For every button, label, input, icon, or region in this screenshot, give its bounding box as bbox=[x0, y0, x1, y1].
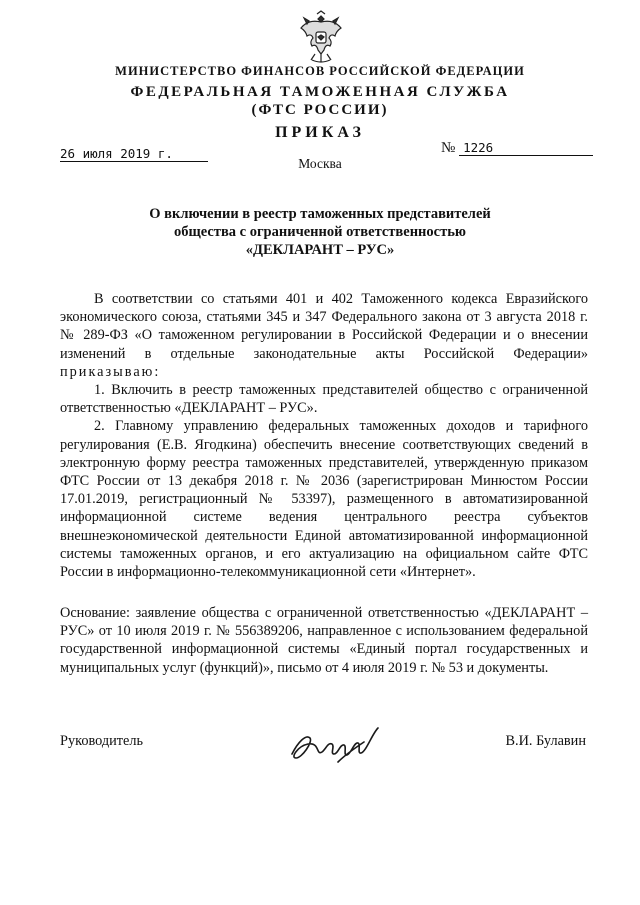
preamble-text: В соответствии со статьями 401 и 402 Таможенного кодекса Евразийского экономического союза, статьями 345 и 347 Федерального закона от 3 августа 2018 г. № 289-ФЗ «О таможенном регулировании в Российской Федерации и о внесении изменений в отдельные законодательные акты Российской Федерации» bbox=[60, 291, 588, 362]
order-body bbox=[60, 290, 588, 581]
service-name: ФЕДЕРАЛЬНАЯ ТАМОЖЕННАЯ СЛУЖБА bbox=[130, 84, 510, 100]
order-item-2: 2. Главному управлению федеральных таможенных доходов и тарифного регулирования (Е.В. Ягодкина) обеспечить внесение соответствующих сведений в электронную форму реестра таможенных представителей, утвержденную приказом ФТС России от 13 декабря 2018 г. № 2036 (зарегистрирован Минюстом России 17.01.2019, регистрационный № 53397), размещенного в автоматизированной информационной системе ведения центрального реестра субъектов внешнеэкономической деятельности Единой автоматизированной информационной системы таможенных органов, и его актуализацию на официальном сайте ФТС России в информационно-телекоммуникационной сети «Интернет». bbox=[60, 418, 588, 581]
handwritten-signature-icon bbox=[280, 712, 400, 772]
subject-line: общества с ограниченной ответственностью bbox=[174, 224, 466, 240]
order-item-1: 1. Включить в реестр таможенных представителей общество с ограниченной ответственностью «ДЕКЛАРАНТ – РУС». bbox=[60, 382, 588, 417]
subject-line: «ДЕКЛАРАНТ – РУС» bbox=[245, 242, 395, 258]
subject-line: О включении в реестр таможенных представителей bbox=[149, 206, 491, 222]
order-subject bbox=[0, 205, 640, 259]
preamble-paragraph bbox=[60, 290, 588, 381]
basis-paragraph: Основание: заявление общества с ограниченной ответственностью «ДЕКЛАРАНТ – РУС» от 10 июля 2019 г. № 556389206, направленное с использованием федеральной государственной информационной системы «Единый портал государственных и муниципальных услуг (функций)», письмо от 4 июля 2019 г. № 53 и документы. bbox=[60, 605, 588, 676]
order-word: приказываю: bbox=[60, 363, 161, 380]
ministry-name: МИНИСТЕРСТВО ФИНАНСОВ РОССИЙСКОЙ ФЕДЕРАЦИИ bbox=[115, 64, 525, 78]
coat-of-arms-icon bbox=[298, 10, 344, 66]
service-abbreviation: (ФТС РОССИИ) bbox=[251, 102, 389, 118]
order-number-field bbox=[441, 140, 593, 157]
signatory-position: Руководитель bbox=[60, 733, 144, 749]
number-sign: № bbox=[441, 140, 456, 156]
order-date: 26 июля 2019 г. bbox=[60, 146, 208, 162]
order-number: 1226 bbox=[459, 140, 593, 156]
document-type-title: ПРИКАЗ bbox=[275, 124, 365, 141]
city: Москва bbox=[298, 156, 342, 171]
signatory-name: В.И. Булавин bbox=[505, 733, 586, 749]
